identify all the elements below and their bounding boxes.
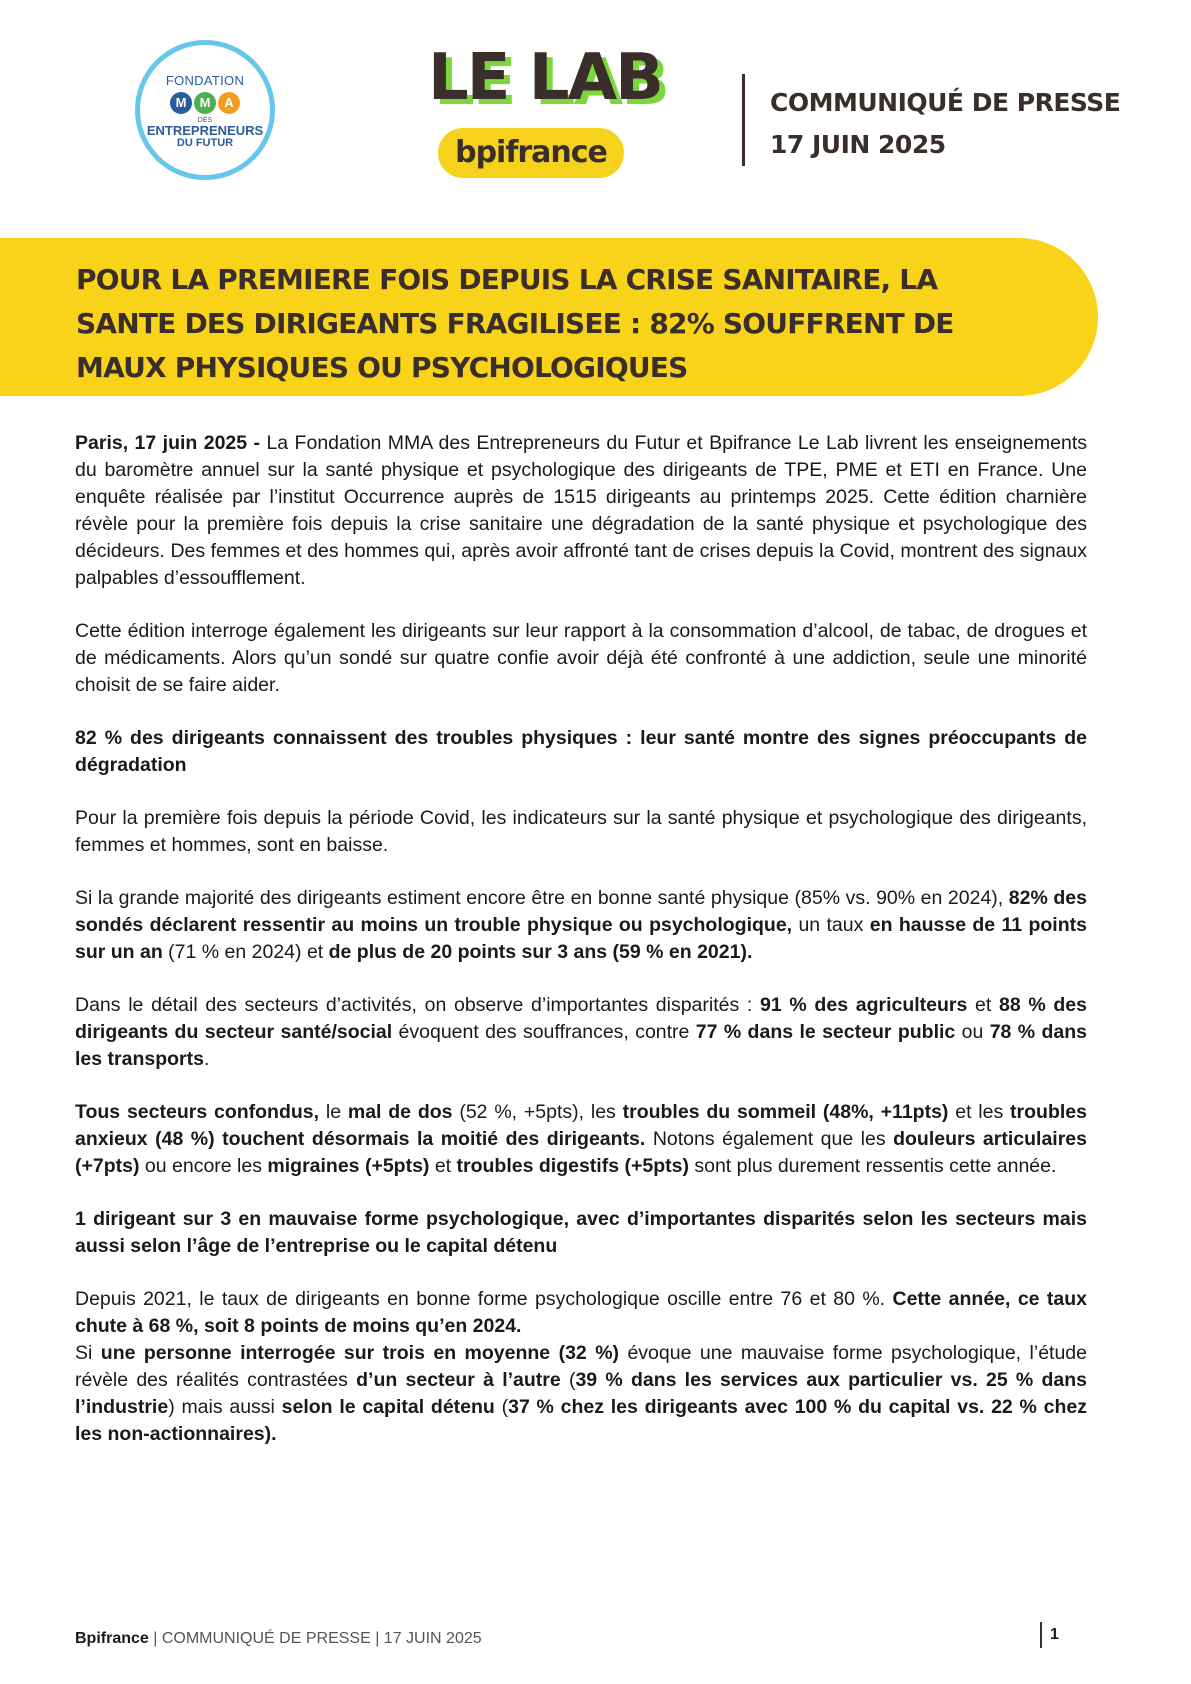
le-lab-title: LE LAB xyxy=(428,41,662,115)
text-span: Dans le détail des secteurs d’activités, on observe d’importantes disparités : xyxy=(75,994,761,1016)
text-span: évoquent des souffrances, contre xyxy=(392,1021,696,1043)
press-release-label: COMMUNIQUÉ DE PRESSE xyxy=(770,88,1121,117)
text-span: et les xyxy=(948,1101,1011,1123)
text-span: (52 %, +5pts), les xyxy=(452,1101,623,1123)
text-span: (71 % en 2024) et xyxy=(162,941,329,963)
header-divider xyxy=(742,74,745,166)
bold-span: 82% des sondés déclarent ressentir au moins un trouble physique ou psychologique, xyxy=(75,887,1087,936)
bold-span: de plus de 20 points sur 3 ans (59 % en 2021). xyxy=(328,941,753,963)
bold-span: troubles digestifs (+5pts) xyxy=(456,1155,689,1177)
bold-span: 91 % des agriculteurs xyxy=(760,994,968,1016)
psych-disparities-paragraph xyxy=(75,1340,1087,1448)
article-body xyxy=(75,430,1087,1474)
bold-span: 37 % chez les dirigeants avec 100 % du capital vs. 22 % chez les non-actionnaires). xyxy=(75,1396,1087,1445)
mma-letter-m2: M xyxy=(194,92,216,114)
bpifrance-wordmark: bpifrance xyxy=(455,135,607,170)
section-heading-physical xyxy=(75,725,1087,779)
bold-span: Tous secteurs confondus, xyxy=(75,1101,320,1123)
physical-stats-paragraph xyxy=(75,885,1087,966)
page-footer xyxy=(75,1630,482,1648)
bold-span: selon le capital détenu xyxy=(281,1396,495,1418)
section-heading-psychological-text: 1 dirigeant sur 3 en mauvaise forme psychologique, avec d’importantes disparités selon les secteurs mais aussi selon l’âge de l’entreprise ou le capital détenu xyxy=(75,1208,1087,1257)
fondation-entrepreneurs: ENTREPRENEURS xyxy=(146,123,264,138)
text-span: ) mais aussi xyxy=(168,1396,282,1418)
text-span: le xyxy=(319,1101,348,1123)
page-number-divider xyxy=(1040,1622,1042,1648)
fondation-des: DES xyxy=(197,117,213,124)
mma-mark xyxy=(140,92,270,116)
bold-span: douleurs articulaires (+7pts) xyxy=(75,1128,1087,1177)
text-span: Si xyxy=(75,1342,101,1364)
mma-letter-m1: M xyxy=(170,92,192,114)
fondation-du-futur: DU FUTUR xyxy=(176,137,234,149)
headline-banner xyxy=(0,238,1098,396)
covid-paragraph: Pour la première fois depuis la période Covid, les indicateurs sur la santé physique et psychologique des dirigeants, femmes et hommes, sont en baisse. xyxy=(75,807,1087,856)
bold-span: 78 % dans les transports xyxy=(75,1021,1087,1070)
text-span: . xyxy=(203,1048,210,1070)
headline-title: POUR LA PREMIERE FOIS DEPUIS LA CRISE SANITAIRE, LA SANTE DES DIRIGEANTS FRAGILISEE : 82% SOUFFRENT DE MAUX PHYSIQUES OU PSYCHOLOGIQUES xyxy=(76,263,954,384)
bold-span: troubles du sommeil (48%, +11pts) xyxy=(622,1101,949,1123)
text-span: évoque une mauvaise forme psychologique, l’étude révèle des réalités contrastées xyxy=(75,1342,1087,1391)
bold-span: migraines (+5pts) xyxy=(267,1155,430,1177)
footer-text: | COMMUNIQUÉ DE PRESSE | 17 JUIN 2025 xyxy=(148,1630,482,1647)
bold-span: une personne interrogée sur trois en moyenne (32 %) xyxy=(100,1342,620,1364)
text-span: ( xyxy=(560,1369,576,1391)
bold-span: troubles anxieux (48 %) touchent désormais la moitié des dirigeants. xyxy=(75,1101,1087,1150)
bold-span: Cette année, ce taux chute à 68 %, soit 8 points de moins qu’en 2024. xyxy=(75,1288,1087,1337)
bold-span: mal de dos xyxy=(347,1101,453,1123)
intro-paragraph xyxy=(75,430,1087,592)
text-span: Depuis 2021, le taux de dirigeants en bonne forme psychologique oscille entre 76 et 80 %. xyxy=(75,1288,893,1310)
bold-span: 88 % des dirigeants du secteur santé/social xyxy=(75,994,1087,1043)
bpifrance-pill xyxy=(438,128,624,178)
fondation-mma-logo xyxy=(135,40,275,180)
text-span: et xyxy=(967,994,999,1016)
text-span: sont plus durement ressentis cette année. xyxy=(688,1155,1057,1177)
fondation-label: FONDATION xyxy=(165,73,245,88)
bold-span: 77 % dans le secteur public xyxy=(695,1021,956,1043)
bold-span: 39 % dans les services aux particulier vs. 25 % dans l’industrie xyxy=(75,1369,1087,1418)
intro-text: La Fondation MMA des Entrepreneurs du Futur et Bpifrance Le Lab livrent les enseignements du baromètre annuel sur la santé physique et psychologique des dirigeants de TPE, PME et ETI en France. Une enquête réalisée par l’institut Occurrence auprès de 1515 dirigeants au printemps 2025. Cette édition charnière révèle pour la première fois depuis la crise sanitaire une dégradation de la santé physique et psychologique des décideurs. Des femmes et des hommes qui, après avoir affronté tant de crises depuis la Covid, montrent des signaux palpables d’essoufflement. xyxy=(75,432,1088,589)
press-release-date: 17 JUIN 2025 xyxy=(770,130,946,159)
text-span: ou xyxy=(955,1021,990,1043)
text-span: et xyxy=(429,1155,457,1177)
text-span: ou encore les xyxy=(139,1155,268,1177)
psych-rate-paragraph xyxy=(75,1286,1087,1340)
mma-letter-a: A xyxy=(218,92,240,114)
sector-paragraph xyxy=(75,992,1087,1073)
dateline: Paris, 17 juin 2025 - xyxy=(75,432,261,454)
page-number: 1 xyxy=(1050,1626,1059,1643)
footer-brand: Bpifrance xyxy=(75,1630,149,1647)
section-heading-physical-text: 82 % des dirigeants connaissent des troubles physiques : leur santé montre des signes préoccupants de dégradation xyxy=(75,727,1087,776)
text-span: Notons également que les xyxy=(645,1128,894,1150)
le-lab-bpifrance-logo xyxy=(428,40,662,180)
text-span: un taux xyxy=(792,914,870,936)
text-span: Si la grande majorité des dirigeants estiment encore être en bonne santé physique (85% vs. 90% en 2024), xyxy=(75,887,1009,909)
bold-span: en hausse de 11 points sur un an xyxy=(75,914,1087,963)
text-span: ( xyxy=(494,1396,509,1418)
symptoms-paragraph xyxy=(75,1099,1087,1180)
bold-span: d’un secteur à l’autre xyxy=(356,1369,561,1391)
section-heading-psychological xyxy=(75,1206,1087,1260)
addiction-paragraph: Cette édition interroge également les dirigeants sur leur rapport à la consommation d’alcool, de tabac, de drogues et de médicaments. Alors qu’un sondé sur quatre confie avoir déjà été confronté à une addiction, seule une minorité choisit de se faire aider. xyxy=(75,620,1087,696)
